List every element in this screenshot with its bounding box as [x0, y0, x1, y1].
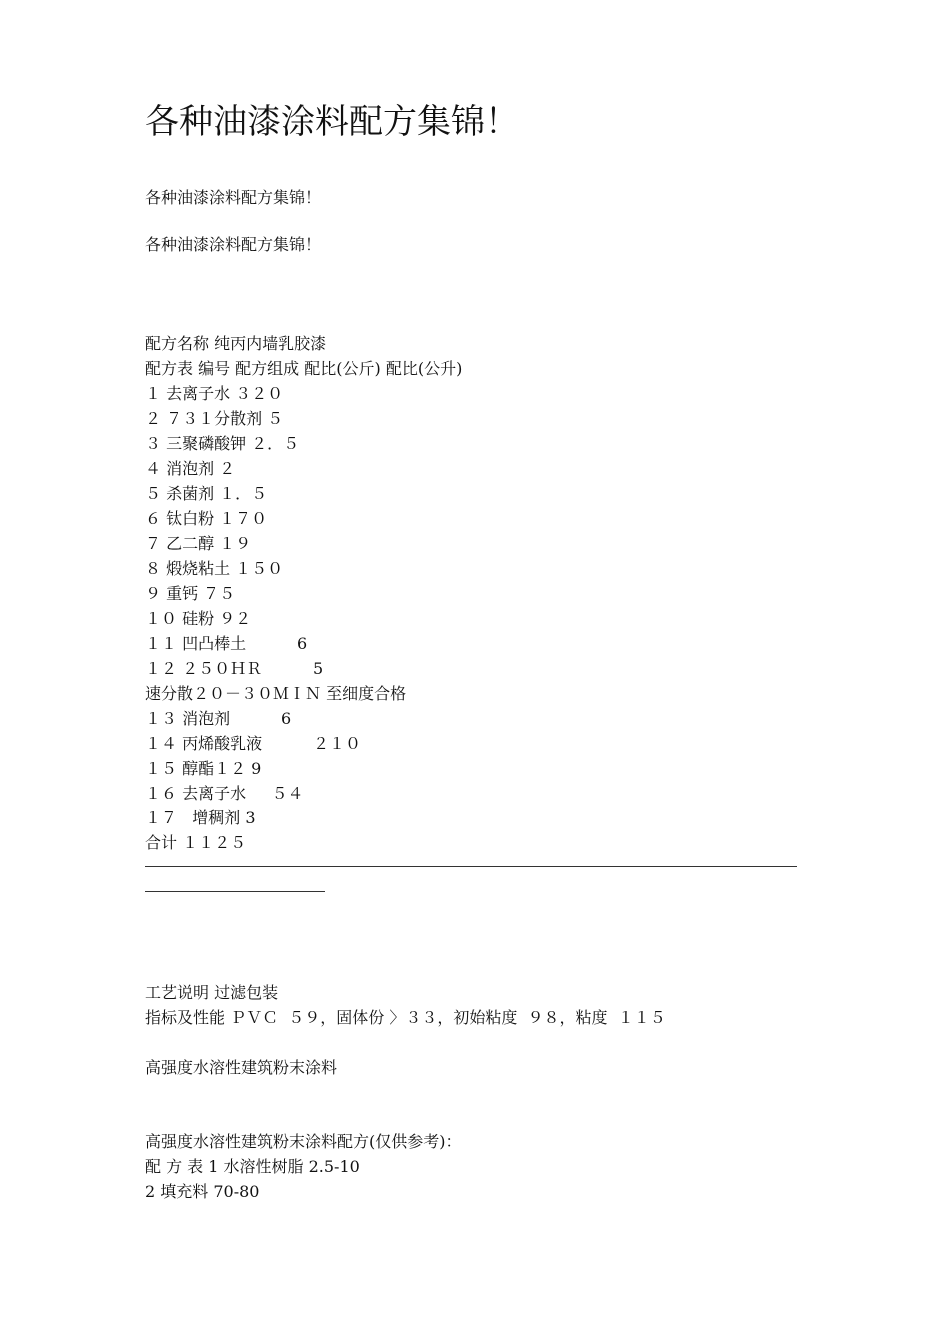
process-line: 工艺说明 过滤包装: [145, 983, 279, 1002]
table-row: １６ 去离子水 ５４: [145, 784, 304, 803]
table-row: 速分散２０－３０ＭＩＮ 至细度合格: [145, 684, 407, 703]
table-row: １０ 硅粉 ９２: [145, 609, 252, 628]
specs-line: 指标及性能 ＰＶＣ ５９，固体份 〉３３，初始粘度 ９８，粘度 １１５: [145, 1008, 666, 1027]
table-row: ２ ７３１分散剂 ５: [145, 409, 284, 428]
section-title: 高强度水溶性建筑粉末涂料: [145, 1058, 338, 1077]
table-row: １１ 凹凸棒土 6: [145, 634, 308, 653]
formula-name: 配方名称 纯丙内墙乳胶漆: [145, 334, 327, 353]
table-row: １７ 增稠剂 3: [145, 808, 256, 827]
table-row: ３ 三聚磷酸钾 ２．５: [145, 434, 300, 453]
table-row: １ 去离子水 ３２０: [145, 384, 284, 403]
table-row: ６ 钛白粉 １７０: [145, 509, 268, 528]
table-row: ８ 煅烧粘土 １５０: [145, 559, 284, 578]
table-row: 合计 １１２５: [145, 833, 247, 852]
separator-line: [145, 866, 797, 867]
table-row: ７ 乙二醇 １９: [145, 534, 252, 553]
subtitle-line: 各种油漆涂料配方集锦！: [145, 235, 322, 254]
table-row: ５ 杀菌剂 １．５: [145, 484, 268, 503]
table-row: １３ 消泡剂 6: [145, 709, 292, 728]
table-row: １２ ２５０ＨＲ 5: [145, 659, 324, 678]
table-row: １５ 醇酯１２ 9: [145, 759, 262, 778]
document-title: 各种油漆涂料配方集锦！: [145, 102, 519, 142]
table-row: ４ 消泡剂 ２: [145, 459, 236, 478]
table-row: 配 方 表 1 水溶性树脂 2.5-10: [145, 1157, 360, 1176]
table-header: 配方表 编号 配方组成 配比(公斤) 配比(公升): [145, 359, 463, 378]
separator-line: [145, 891, 325, 892]
subtitle-line: 各种油漆涂料配方集锦！: [145, 188, 322, 207]
section-intro: 高强度水溶性建筑粉末涂料配方(仅供参考)：: [145, 1132, 462, 1151]
table-row: 2 填充料 70-80: [145, 1182, 260, 1201]
table-row: １４ 丙烯酸乳液 ２１０: [145, 734, 361, 753]
table-row: ９ 重钙 ７５: [145, 584, 236, 603]
